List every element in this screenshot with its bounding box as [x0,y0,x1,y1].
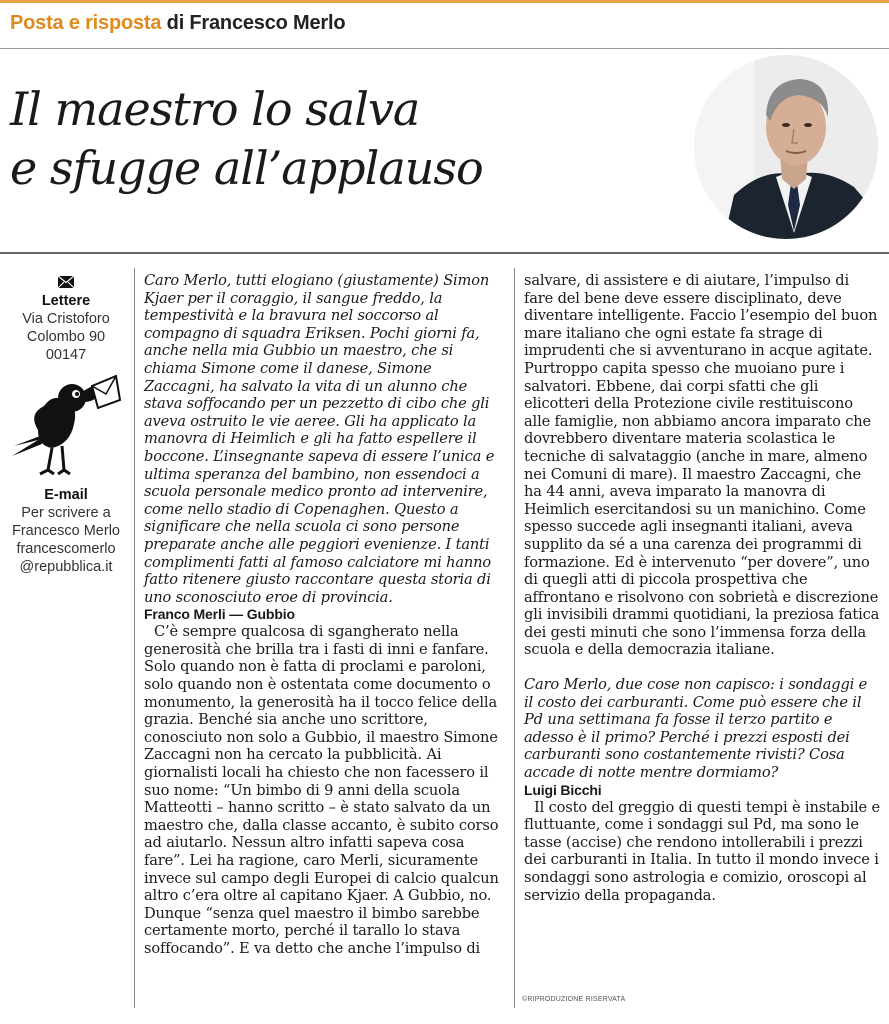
bird-illustration [8,374,124,480]
email-line-3[interactable]: francescomerlo [16,541,116,557]
rubric-header [10,12,345,35]
letter-1-text: Caro Merlo, tutti elogiano (giustamente) Simon Kjaer per il coraggio, il sangue freddo, la tempestività e la bravura nel soccorso al compagno di squadra Eriksen. Pochi giorni fa, anche nella mia Gubbio un maestro, che si chiama Simone come il danese, Simone Zaccagni, ha salvato la vita di un alunno che stava soffocando per un pezzetto di cibo che gli aveva ostruito le vie aeree. Gli ha applicato la manovra di Heimlich e gli ha fatto espellere il boccone. L’insegnante sapeva di essere l’unica e ultima speranza del bambino, non essendoci a scuola personale medico pronto ad intervenire, come nello stadio di Copenaghen. Questo a significare che nella scuola ci sono persone preparate anche alle peggiori evenienze. I tanti complimenti fatti al famoso calciatore mi hanno fatto ritenere giusto raccontare questa storia di uno sconosciuto eroe di provincia. [144,272,495,606]
rubric-author: di Francesco Merlo [166,12,346,34]
headline [10,80,670,198]
headline-line-2: e sfugge all’applauso [10,141,483,195]
section-divider [0,252,889,254]
letter-1-signature: Franco Merli — Gubbio [144,606,295,623]
column-1 [144,272,506,958]
answer-1-part-1: C’è sempre qualcosa di sgangherato nella generosità che brilla tra i fasti di inni e fanfare. Solo quando non è fatta di proclami e paroloni, solo quando non è ostentata come documento o monumento, la generosità ha il tocco felice della grazia. Benché sia anche uno scrittore, conosciuto non solo a Gubbio, il maestro Simone Zaccagni non ha cercato la pubblicità. Ai giornalisti locali ha chiesto che non facessero il suo nome: “Un bimbo di 9 anni della scuola Matteotti – hanno scritto – è stato salvato da un maestro che, dalla classe accanto, è subito corso ad aiutarlo. Nessun altro infatti sapeva cosa fare”. Lei ha ragione, caro Merli, sicuramente invece sul campo degli Europei di calcio qualcun altro c’era oltre al capitano Kjaer. A Gubbio, no. Dunque “senza quel maestro il bimbo sarebbe certamente morto, perché il tarallo lo stava soffocando”. E va detto che anche l’impulso di [144,623,499,957]
email-label: E-mail [44,487,88,503]
copyright-notice: ©RIPRODUZIONE RISERVATA [522,996,626,1003]
column-divider-left [134,268,135,1008]
top-accent-bar [0,0,889,3]
rubric-title: Posta e risposta [10,12,162,34]
author-portrait [694,55,878,239]
portrait-illustration [694,55,878,239]
address-line-3: 00147 [45,347,87,363]
answer-2: Il costo del greggio di questi tempi è instabile e fluttuante, come i sondaggi sul Pd, ma sono le tasse (accise) che rendono intollerabili i prezzi dei carburanti in Italia. In tutto il mondo invece i sondaggi sono astrologia e comizio, oroscopi al servizio della propaganda. [524,798,880,904]
address-line-2: Colombo 90 [26,329,106,345]
email-line-2: Francesco Merlo [12,523,120,539]
letters-label: Lettere [41,293,91,309]
answer-1-part-2: salvare, di assistere e di aiutare, l’impulso di fare del bene deve essere disciplinato, deve diventare intelligente. Faccio l’esempio del buon mare italiano che ogni estate fa strage di imprudenti che si avventurano in acque agitate. Purtroppo capita spesso che muoiano pure i salvatori. Ebbene, dai corpi sfatti che gli elicotteri della Protezione civile restituiscono alle famiglie, non abbiamo ancora imparato che dovrebbero diventare materia scolastica le tecniche di salvataggio (anche in mare, almeno nei Comuni di mare). Il maestro Zaccagni, che ha 44 anni, aveva imparato la manovra di Heimlich esercitandosi su un manichino. Come spesso succede agli insegnanti italiani, aveva supplito da sé a una carenza dei programmi di formazione. Ed è intervenuto “per dovere”, uno di quegli atti di piccola prospettiva che affrontano e risolvono con sobrietà e discrezione gli invisibili drammi quotidiani, la preziosa fatica dei gesti minuti che sono l’immensa forza della scuola e della democrazia italiane. [524,272,880,659]
contact-sidebar [0,270,132,576]
column-divider-right [514,268,515,1008]
headline-line-1: Il maestro lo salva [10,82,420,136]
column-2 [524,272,880,904]
header-divider [0,48,889,49]
email-line-4[interactable]: @repubblica.it [19,559,113,575]
address-line-1: Via Cristoforo [22,311,110,327]
mail-icon [58,276,74,288]
letter-2-signature: Luigi Bicchi [524,781,602,798]
email-line-1: Per scrivere a [21,505,111,521]
letter-2-text: Caro Merlo, due cose non capisco: i sondaggi e il costo dei carburanti. Come può essere che il Pd una settimana fa fosse il terzo partito e adesso è il primo? Perché i prezzi esposti dei carburanti sono costantemente rivisti? Cosa accade di notte mentre dormiamo? [524,676,868,782]
